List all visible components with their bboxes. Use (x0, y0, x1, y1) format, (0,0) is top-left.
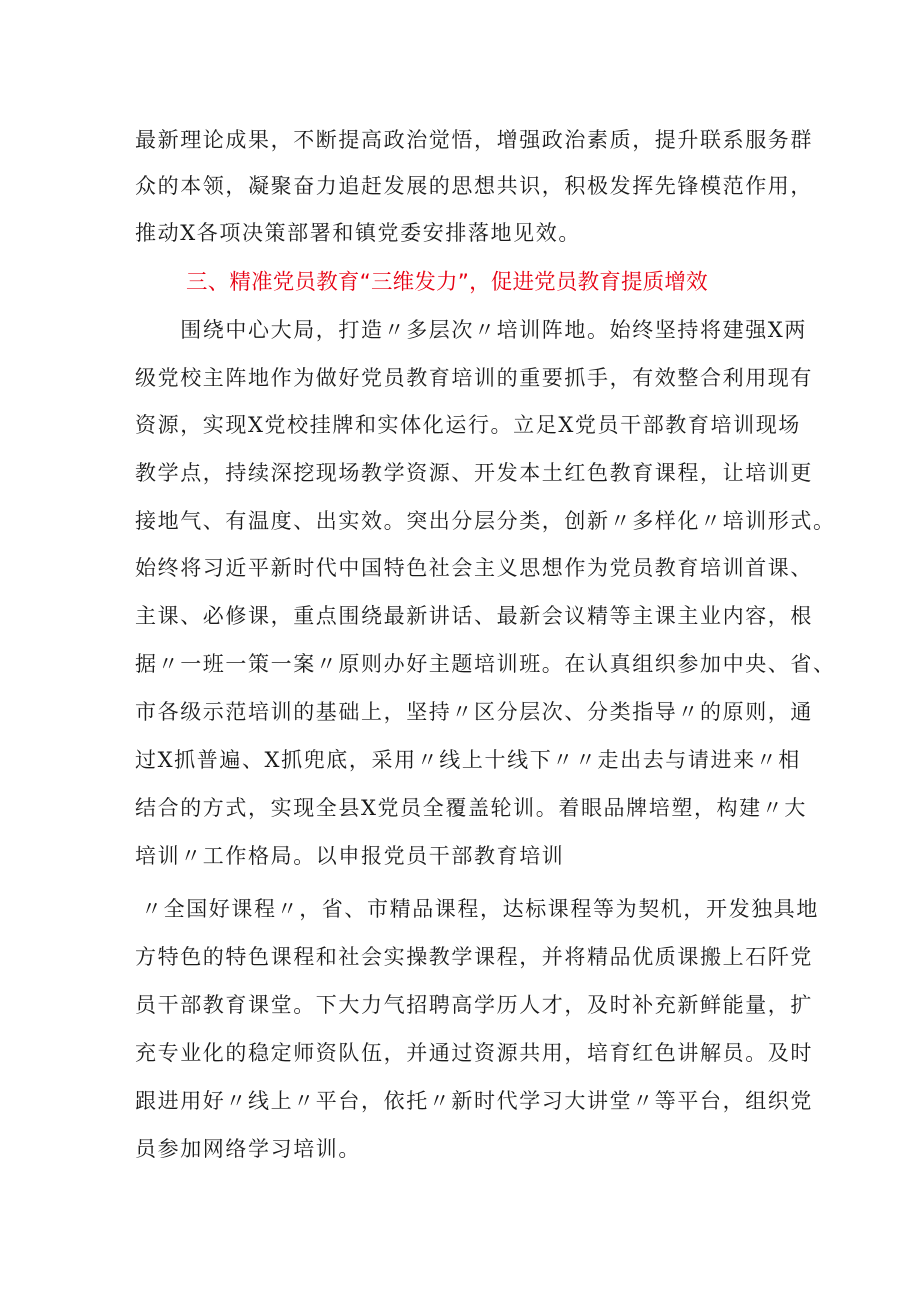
body2-line-6: 员参加网络学习培训。 (135, 1137, 361, 1161)
body2-line-3: 员干部教育课堂。下大力气招聘高学历人才，及时补充新鲜能量，扩 (135, 993, 813, 1017)
body2-line-1: 〃全国好课程〃，省、市精品课程，达标课程等为契机，开发独具地 (141, 897, 819, 921)
body-line-8: 据〃一班一策一案〃原则办好主题培训班。在认真组织参加中央、省、 (135, 652, 836, 676)
body-line-5: 接地气、有温度、出实效。突出分层分类，创新〃多样化〃培训形式。 (135, 509, 836, 533)
body-line-11: 结合的方式，实现全县X党员全覆盖轮训。着眼品牌培塑，构建〃大 (135, 796, 807, 820)
body-line-2: 级党校主阵地作为做好党员教育培训的重要抓手，有效整合利用现有 (135, 366, 813, 390)
body-line-3: 资源，实现X党校挂牌和实体化运行。立足X党员干部教育培训现场 (135, 413, 801, 437)
body-line-7: 主课、必修课，重点围绕最新讲话、最新会议精等主课主业内容，根 (135, 604, 813, 628)
section-heading: 三、精准党员教育“三维发力”，促进党员教育提质增效 (186, 270, 708, 295)
body-line-12: 培训〃工作格局。以申报党员干部教育培训 (135, 844, 565, 868)
intro-line-2: 众的本领，凝聚奋力追赶发展的思想共识，积极发挥先锋模范作用， (135, 174, 813, 198)
body-line-10: 过X抓普遍、X抓兜底，采用〃线上十线下〃〃走出去与请进来〃相 (135, 748, 801, 772)
body-line-1: 围绕中心大局，打造〃多层次〃培训阵地。始终坚持将建强X两 (135, 318, 807, 342)
intro-line-3: 推动X各项决策部署和镇党委安排落地见效。 (135, 221, 581, 245)
body2-line-2: 方特色的特色课程和社会实操教学课程，并将精品优质课搬上石阡党 (135, 945, 813, 969)
body-line-4: 教学点，持续深挖现场教学资源、开发本土红色教育课程，让培训更 (135, 461, 813, 485)
intro-line-1: 最新理论成果，不断提高政治觉悟，增强政治素质，提升联系服务群 (135, 128, 813, 152)
body-line-6: 始终将习近平新时代中国特色社会主义思想作为党员教育培训首课、 (135, 556, 813, 580)
body2-line-5: 跟进用好〃线上〃平台，依托〃新时代学习大讲堂〃等平台，组织党 (135, 1089, 813, 1113)
body2-line-4: 充专业化的稳定师资队伍，并通过资源共用，培育红色讲解员。及时 (135, 1041, 813, 1065)
body-line-9: 市各级示范培训的基础上，坚持〃区分层次、分类指导〃的原则，通 (135, 700, 813, 724)
